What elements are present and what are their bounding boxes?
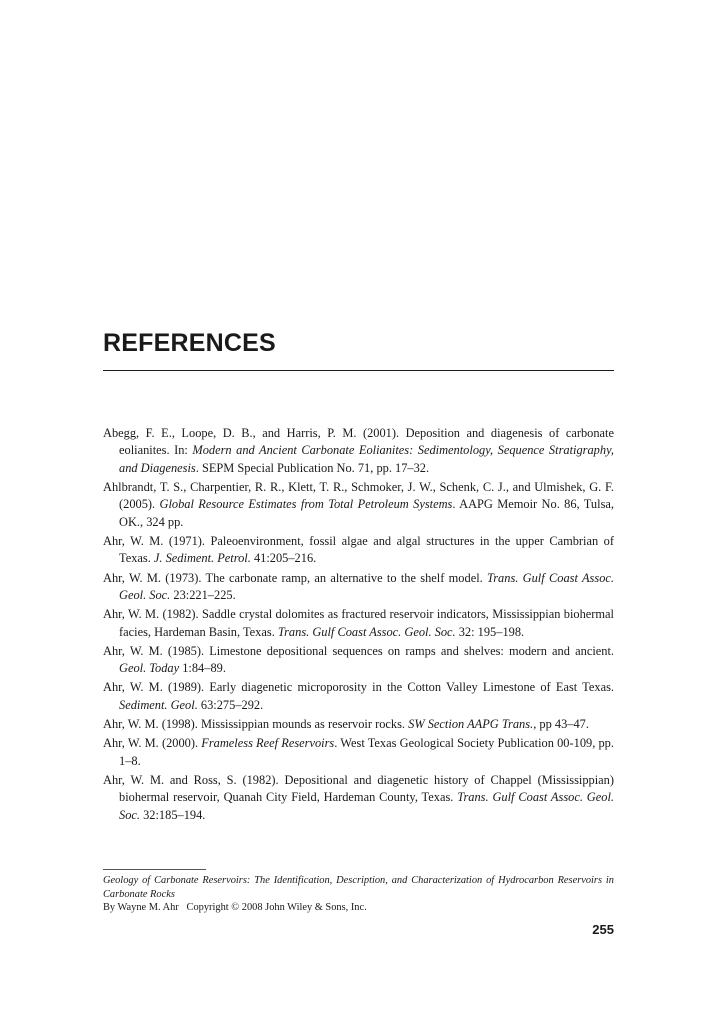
reference-text: Ahr, W. M. (1989). Early diagenetic microporosity in the Cotton Valley Limestone of East Texas.: [103, 680, 614, 695]
reference-text: 23:221–225.: [170, 588, 236, 603]
reference-italic-text: J. Sediment. Petrol.: [153, 551, 251, 566]
reference-italic-text: Modern and Ancient Carbonate Eolianites: Sedimentology, Sequence Stratigraphy, and Diagenesis: [119, 443, 614, 475]
reference-italic-text: Sediment. Geol.: [119, 697, 198, 712]
book-byline: By Wayne M. Ahr Copyright © 2008 John Wiley & Sons, Inc.: [103, 902, 367, 914]
reference-entry: [103, 716, 614, 733]
reference-italic-text: Frameless Reef Reservoirs: [201, 736, 335, 751]
reference-text: 41:205–216.: [250, 551, 317, 566]
reference-entry: [103, 643, 614, 678]
reference-text: . West Texas Geological Society Publication 00-109, pp. 1–8.: [119, 736, 614, 768]
reference-entry: [103, 425, 614, 477]
reference-text: Ahr, W. M. (1982). Saddle crystal dolomites as fractured reservoir indicators, Mississippian biohermal facies, Hardeman Basin, Texas.: [103, 607, 614, 639]
reference-italic-text: Geol. Today: [119, 661, 180, 676]
book-title: Geology of Carbonate Reservoirs: The Identification, Description, and Characterization of Hydrocarbon Reservoirs in Carbonate Rocks: [103, 875, 614, 900]
footnote-divider: [103, 869, 206, 870]
reference-list: [103, 425, 614, 826]
reference-entry: [103, 479, 614, 531]
title-divider: [103, 370, 614, 371]
page-number: 255: [592, 922, 614, 937]
reference-italic-text: Trans. Gulf Coast Assoc. Geol. Soc.: [119, 790, 614, 822]
reference-entry: [103, 679, 614, 714]
reference-entry: [103, 606, 614, 641]
reference-italic-text: SW Section AAPG Trans.: [408, 717, 534, 732]
reference-entry: [103, 533, 614, 568]
reference-text: 1:84–89.: [179, 661, 226, 676]
reference-text: . SEPM Special Publication No. 71, pp. 17–32.: [195, 460, 430, 475]
reference-text: . AAPG Memoir No. 86, Tulsa, OK., 324 pp.: [119, 497, 614, 529]
reference-text: 32:185–194.: [140, 807, 206, 822]
reference-text: Ahr, W. M. (1998). Mississippian mounds as reservoir rocks.: [103, 717, 409, 732]
reference-text: Ahlbrandt, T. S., Charpentier, R. R., Klett, T. R., Schmoker, J. W., Schenk, C. J., and Ulmishek, G. F. (2005).: [103, 480, 614, 512]
reference-text: Ahr, W. M. (1971). Paleoenvironment, fossil algae and algal structures in the upper Cambrian of Texas.: [103, 534, 614, 566]
reference-text: 63:275–292.: [197, 697, 264, 712]
reference-text: Abegg, F. E., Loope, D. B., and Harris, P. M. (2001). Deposition and diagenesis of carbonate eolianites. In:: [103, 426, 614, 458]
reference-italic-text: Trans. Gulf Coast Assoc. Geol. Soc.: [119, 570, 614, 603]
reference-text: Ahr, W. M. (2000).: [103, 736, 202, 751]
reference-text: Ahr, W. M. and Ross, S. (1982). Depositional and diagenetic history of Chappel (Mississippian) biohermal reservoir, Quanah City Field, Hardeman County, Texas.: [103, 772, 614, 805]
reference-entry: [103, 570, 614, 605]
reference-text: 32: 195–198.: [455, 624, 525, 639]
book-footnote: [103, 874, 614, 915]
reference-text: Ahr, W. M. (1985). Limestone depositional sequences on ramps and shelves: modern and ancient.: [103, 643, 614, 658]
reference-text: , pp 43–47.: [533, 717, 589, 732]
reference-italic-text: Global Resource Estimates from Total Petroleum Systems: [159, 497, 453, 512]
reference-italic-text: Trans. Gulf Coast Assoc. Geol. Soc.: [277, 624, 456, 639]
reference-entry: [103, 735, 614, 770]
reference-entry: [103, 772, 614, 824]
reference-text: Ahr, W. M. (1973). The carbonate ramp, an alternative to the shelf model.: [103, 570, 488, 585]
page-title: REFERENCES: [103, 329, 276, 357]
